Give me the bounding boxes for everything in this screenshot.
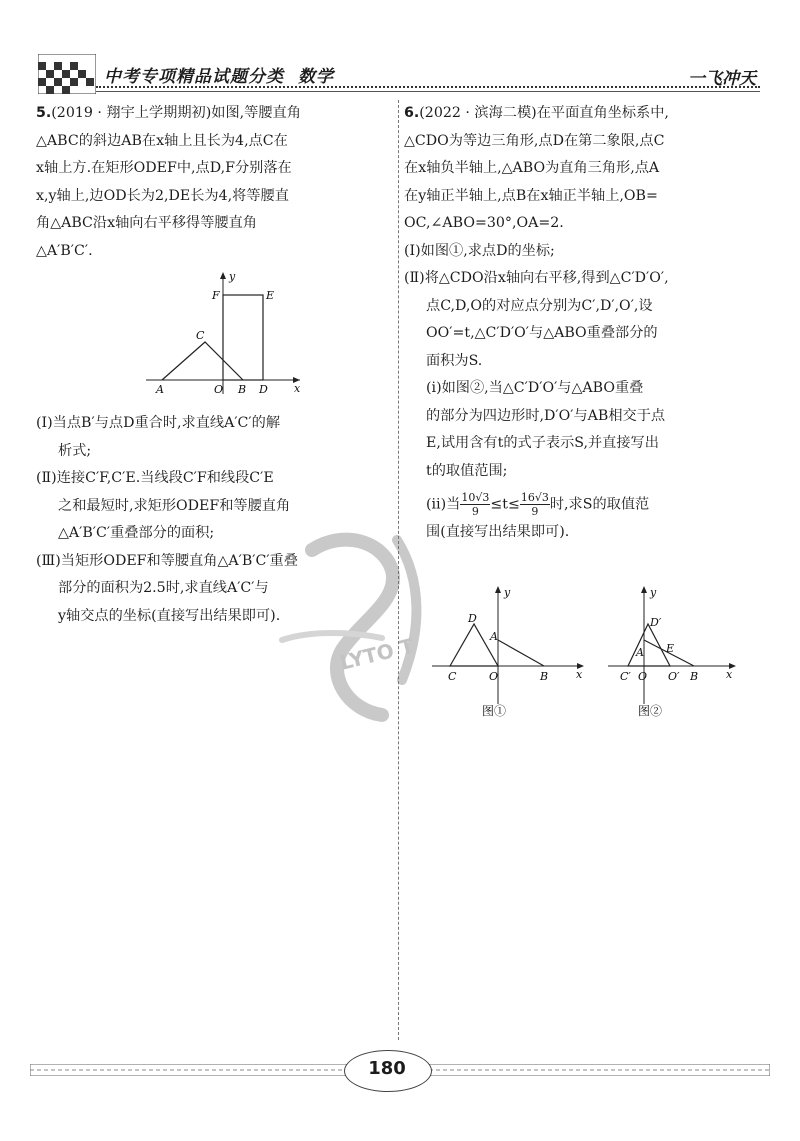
problem-5-part-2-line-3: △A′B′C′重叠部分的面积; xyxy=(58,525,215,541)
problem-6-part-2-line-3: OO′=t,△C′D′O′与△ABO重叠部分的 xyxy=(426,325,658,341)
problem-5 xyxy=(36,100,392,265)
problem-6-sub-ii-line-2: 围(直接写出结果即可). xyxy=(426,524,570,540)
fig1-label-x: x xyxy=(576,668,583,681)
problem-5-part-2-line-1: (Ⅱ)连接C′F,C′E.当线段C′F和线段C′E xyxy=(36,470,274,486)
fig2-label-A: A xyxy=(636,646,644,659)
fig1-label-C: C xyxy=(448,670,457,683)
fig2-label-O: O xyxy=(638,670,648,683)
problem-5-line-4: x,y轴上,边OD长为2,DE长为4,将等腰直 xyxy=(36,187,289,204)
header-checker-icon xyxy=(38,54,96,94)
fig1-label-D: D xyxy=(468,612,477,625)
p5-label-F: F xyxy=(212,289,220,302)
problem-5-line-1: 5.(2019 · 翔宇上学期期初)如图,等腰直角 xyxy=(36,105,301,121)
fig2-label-y: y xyxy=(650,586,657,599)
problem-6-sub-i-line-4: t的取值范围; xyxy=(426,462,508,479)
header-subject: 数学 xyxy=(298,67,334,87)
problem-6-figure-2 xyxy=(604,582,744,722)
problem-6-part-2-line-1: (Ⅱ)将△CDO沿x轴向右平移,得到△C′D′O′, xyxy=(404,270,669,286)
problem-6-sub-i-line-3: E,试用含有t的式子表示S,并直接写出 xyxy=(426,435,659,451)
problem-6 xyxy=(404,100,770,547)
problem-6-line-5: OC,∠ABO=30°,OA=2. xyxy=(404,215,564,231)
problem-5-number: 5. xyxy=(36,105,52,121)
header-rule-solid xyxy=(96,91,760,92)
problem-5-line-6: △A′B′C′. xyxy=(36,242,93,259)
problem-5-part-3-line-1: (Ⅲ)当矩形ODEF和等腰直角△A′B′C′重叠 xyxy=(36,552,298,569)
problem-5-figure xyxy=(140,268,310,396)
p5-label-y: y xyxy=(229,270,236,283)
problem-5-line-3: x轴上方.在矩形ODEF中,点D,F分别落在 xyxy=(36,160,292,176)
publisher-watermark xyxy=(272,520,462,740)
header-title xyxy=(104,62,334,87)
p5-label-B: B xyxy=(238,383,247,396)
p5-label-E: E xyxy=(266,289,275,302)
problem-6-part-2-line-2: 点C,D,O的对应点分别为C′,D′,O′,设 xyxy=(426,297,653,314)
problem-6-sub-i-line-1: (ⅰ)如图②,当△C′D′O′与△ABO重叠 xyxy=(426,380,644,396)
problem-6-sub-i-line-2: 的部分为四边形时,D′O′与AB相交于点 xyxy=(426,407,666,424)
p5-label-A: A xyxy=(156,383,164,396)
fig1-caption: 图① xyxy=(482,704,507,718)
problem-6-line-1: 6.(2022 · 滨海二模)在平面直角坐标系中, xyxy=(404,105,669,121)
problem-5-part-1-line-1: (Ⅰ)当点B′与点D重合时,求直线A′C′的解 xyxy=(36,415,281,431)
fig2-label-x: x xyxy=(726,668,733,681)
problem-5-part-2-line-2: 之和最短时,求矩形ODEF和等腰直角 xyxy=(58,497,291,514)
fig1-label-B: B xyxy=(540,670,549,683)
problem-5-line-2: △ABC的斜边AB在x轴上且长为4,点C在 xyxy=(36,132,288,149)
header-book-title: 中考专项精品试题分类 xyxy=(104,67,284,87)
fig1-label-A: A xyxy=(490,630,498,643)
header-brand: 一飞冲天 xyxy=(688,69,756,89)
problem-6-line-2: △CDO为等边三角形,点D在第二象限,点C xyxy=(404,132,665,149)
problem-6-line-4: 在y轴正半轴上,点B在x轴正半轴上,OB= xyxy=(404,187,658,204)
problem-5-part-3-line-2: 部分的面积为2.5时,求直线A′C′与 xyxy=(58,580,269,596)
fig1-label-y: y xyxy=(504,586,511,599)
fig1-label-O: O xyxy=(489,670,499,683)
problem-5-part-3-line-3: y轴交点的坐标(直接写出结果即可). xyxy=(58,607,281,624)
problem-6-part-1: (Ⅰ)如图①,求点D的坐标; xyxy=(404,242,555,259)
p5-label-C: C xyxy=(196,329,205,342)
fig2-caption: 图② xyxy=(638,704,663,718)
problem-6-sub-ii-line-1: (ⅱ)当 $\frac{10√3}{9}$ ≤t≤ $\frac{16√3}{9}$ 时,求S的取值范 xyxy=(426,491,650,518)
problem-6-part-2-line-4: 面积为S. xyxy=(426,352,483,369)
problem-5-part-1-line-2: 析式; xyxy=(58,442,92,459)
page-number: 180 xyxy=(368,1058,406,1079)
header-rule xyxy=(96,86,760,88)
fig2-label-O-prime: O′ xyxy=(668,670,680,683)
p5-label-x: x xyxy=(294,382,301,395)
problem-6-number: 6. xyxy=(404,105,420,121)
p5-label-D: D xyxy=(259,383,268,396)
fraction-2: $\frac{16√3}{9}$ xyxy=(520,491,549,518)
fig2-label-D-prime: D′ xyxy=(650,616,662,629)
problem-6-line-3: 在x轴负半轴上,△ABO为直角三角形,点A xyxy=(404,160,660,176)
p5-label-O: O xyxy=(214,383,224,396)
problem-5-line-5: 角△ABC沿x轴向右平移得等腰直角 xyxy=(36,215,257,231)
fig2-label-C-prime: C′ xyxy=(620,670,631,683)
fraction-1: $\frac{10√3}{9}$ xyxy=(461,491,490,518)
fig2-label-E: E xyxy=(666,642,675,655)
fig2-label-B: B xyxy=(690,670,699,683)
watermark-text: LYTO T xyxy=(337,633,417,675)
